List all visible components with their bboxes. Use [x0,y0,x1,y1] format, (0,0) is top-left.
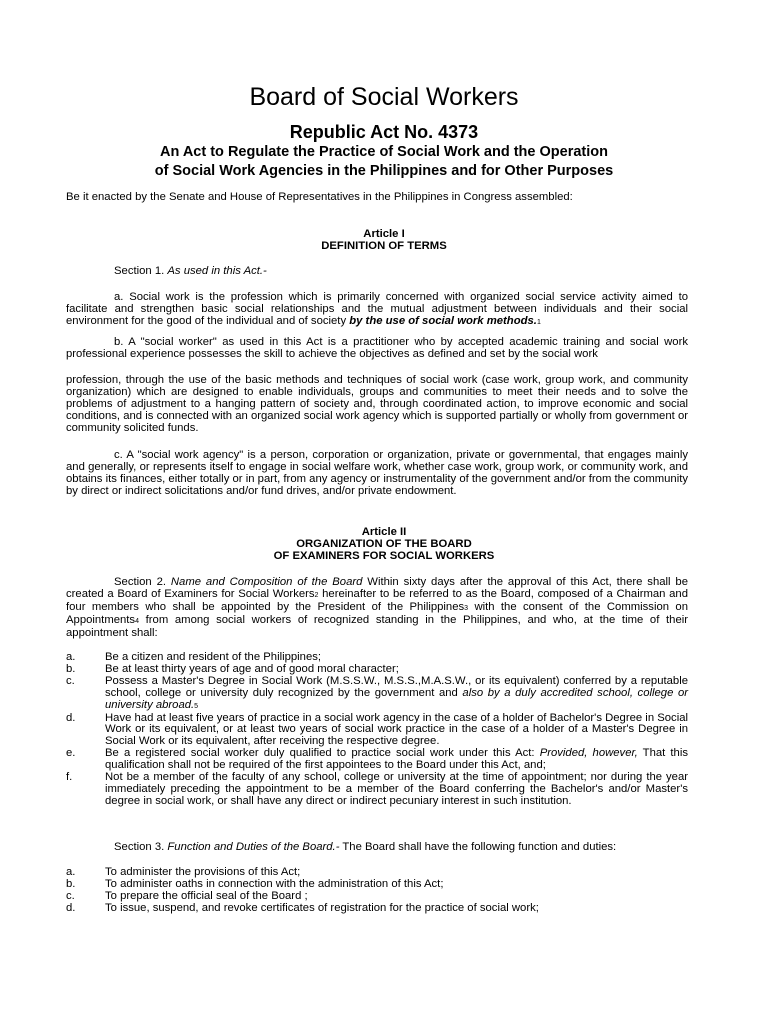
list-marker: d. [66,711,76,724]
act-title-line-2: of Social Work Agencies in the Philippines and for Other Purposes [154,163,614,179]
section-3 [66,842,688,854]
list-item [66,772,688,808]
document-title: Board of Social Workers [249,83,519,111]
act-title [0,143,768,181]
section-1-label: Section 1. [114,265,168,277]
paragraph-b-start: b. A "social worker" as used in this Act is a practitioner who by accepted academic training and social work professional experience possesses the skill to achieve the objectives as defined and set by the social work [66,336,688,360]
footnote-ref-3: 3 [464,604,469,612]
list-item-text: Possess a Master's Degree in Social Work (M.S.S.W., M.S.S.,M.A.S.W., or its equivalent) conferred by a reputable school, college or university duly recognized by the government and [105,674,688,699]
list-item-text: Be a citizen and resident of the Philippines; [105,651,322,663]
list-item [66,891,688,903]
section-2-text-4: from among social workers of recognized standing in the Philippines, and who, at the time of their appointment shall: [66,613,688,639]
list-marker: c. [66,674,75,687]
act-number: Republic Act No. 4373 [289,122,479,142]
article-2-subheading-1: ORGANIZATION OF THE BOARD [296,538,472,550]
article-1-heading: Article I [363,228,405,240]
paragraph-c: c. A "social work agency" is a person, corporation or organization, private or governmental, that engages mainly and generally, or represents itself to engage in social welfare work, whether case work, group work, or community work, and obtains its finances, either totally or in part, from any agency or instrumentality of the government and/or from the community by direct or indirect solicitations and/or fund drives, and/or private endowment. [66,449,688,497]
qualifications-list [66,652,688,808]
list-item-text: To prepare the official seal of the Board ; [105,889,308,902]
list-item-text: To administer oaths in connection with the administration of this Act; [105,877,444,890]
section-2-label: Section 2. [114,576,171,588]
article-2-subheading-2: OF EXAMINERS FOR SOCIAL WORKERS [273,550,495,562]
footnote-ref-5: 5 [194,702,199,710]
section-2-title: Name and Composition of the Board [170,576,363,588]
article-2-heading: Article II [361,526,407,538]
footnote-ref-2: 2 [314,591,319,599]
section-2 [66,577,688,640]
paragraph-a-emphasis: by the use of social work methods. [349,314,537,327]
enacting-clause: Be it enacted by the Senate and House of Representatives in the Philippines in Congress assembled: [66,191,573,203]
paragraph-a-text: a. Social work is the profession which is primarily concerned with organized social service activity aimed to facilitate and strengthen basic social relationships and the mutual adjustment between individuals and their social environment for the good of the individual and of society [66,291,688,327]
act-title-line-1: An Act to Regulate the Practice of Social Work and the Operation [160,144,608,160]
list-item [66,748,688,772]
list-marker: e. [66,747,76,760]
list-item-body [105,676,688,713]
list-marker: f. [66,771,73,784]
section-3-text: The Board shall have the following function and duties: [339,841,617,853]
section-2-text-1: Within sixty days after the approval of this Act, there shall be created a Board of Examiners for Social Workers [66,576,688,600]
section-2-text-2: hereinafter to be referred to as the Board, composed of a Chairman and four members who shall be appointed by the President of the Philippines [66,587,688,613]
list-item-body [105,748,688,772]
duties-list [66,867,688,915]
list-item-text: Be at least thirty years of age and of good moral character; [105,662,399,675]
list-item [66,903,688,915]
list-item-text: To issue, suspend, and revoke certificates of registration for the practice of social work; [105,901,539,914]
section-2-text-3: with the consent of the Commission on Appointments [66,600,688,626]
list-item-text: To administer the provisions of this Act; [105,866,301,878]
paragraph-b-continued: profession, through the use of the basic methods and techniques of social work (case work, group work, and community organization) which are designed to enable individuals, groups and communities to meet their needs and to solve the problems of adjustment to a hanging pattern of society and, through coordinated action, to improve economic and social conditions, and is connected with an organized social work agency which is supported partially or wholly from government or community solicited funds. [66,374,688,434]
list-marker: a. [66,651,76,663]
list-item [66,676,688,713]
list-item-emphasis: Provided, however, [539,747,638,760]
list-item-text: Not be a member of the faculty of any school, college or university at the time of appointment; nor during the year immediately preceding the appointment to be a member of the Board conferring the Bachelor's and/or Master's degree in social work, or shall have any direct or indirect pecuniary interest in such institution. [105,771,688,807]
article-1-subheading: DEFINITION OF TERMS [321,240,447,252]
list-marker: c. [66,889,75,902]
list-marker: d. [66,901,76,914]
list-item-emphasis: also by a duly accredited school, college or university abroad. [105,686,688,711]
section-3-label: Section 3. [114,841,168,853]
list-marker: b. [66,877,76,890]
list-item [66,713,688,749]
section-1 [66,266,688,278]
footnote-ref-4: 4 [135,617,139,625]
list-marker: b. [66,662,76,675]
list-item-text: Have had at least five years of practice in a social work agency in the case of a holder of Bachelor's Degree in Social Work or its equivalent, or at least two years of social work practice in the case of a holder of a Master's Degree in Social Work or its equivalent, after receiving the respective degree. [105,711,689,748]
footnote-ref-1: 1 [536,318,541,326]
paragraph-a [66,292,688,329]
section-1-title: As used in this Act.- [167,265,267,277]
list-item-text: Be a registered social worker duly qualified to practice social work under this Act: [105,747,540,760]
list-item-text-2: That this qualification shall not be required of the first appointees to the Board under this Act, and; [105,747,688,772]
list-marker: a. [66,866,76,878]
section-3-title: Function and Duties of the Board.- [167,841,340,853]
